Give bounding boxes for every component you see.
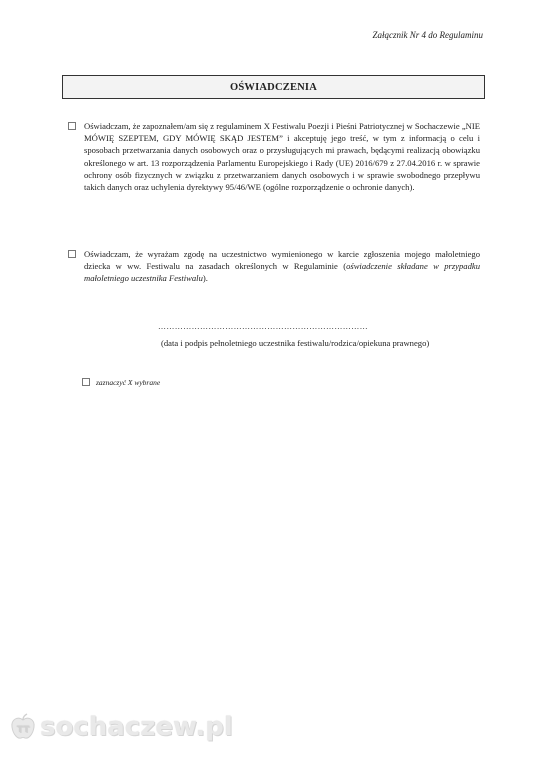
statement-1 [62, 120, 480, 193]
signature-caption: (data i podpis pełnoletniego uczestnika festiwalu/rodzica/opiekuna prawnego) [161, 338, 430, 348]
apple-logo-icon [8, 712, 38, 742]
statement-2-end: ). [202, 273, 208, 284]
signature-line: ………………………………………………………………… [158, 322, 368, 331]
document-title: OŚWIADCZENIA [62, 75, 485, 99]
statement-2 [62, 248, 480, 285]
selection-note [82, 378, 160, 387]
watermark-text: sochaczew.pl [40, 712, 233, 742]
svg-text:TT: TT [16, 725, 30, 735]
statement-2-text [84, 248, 480, 285]
statement-1-checkbox[interactable] [68, 122, 76, 130]
statement-2-italic: oświadczenie składane w przypadku małoletniego uczestnika Festiwalu [84, 261, 480, 284]
attachment-label: Załącznik Nr 4 do Regulaminu [372, 30, 483, 40]
statement-2-checkbox[interactable] [68, 250, 76, 258]
site-watermark [8, 712, 233, 742]
statement-1-text: Oświadczam, że zapoznałem/am się z regulaminem X Festiwalu Poezji i Pieśni Patriotycznej w Sochaczewie „NIE MÓWIĘ SZEPTEM, GDY MÓWIĘ SKĄD JESTEM” i akceptuję jego treść, w tym z informacją o celu i sposobach przetwarzania danych osobowych oraz o przysługujących mi prawach, będącymi realizacją obowiązku określonego w art. 13 rozporządzenia Parlamentu Europejskiego i Rady (UE) 2016/679 z 27.04.2016 r. w sprawie ochrony osób fizycznych w związku z przetwarzaniem danych osobowych i w sprawie swobodnego przepływu takich danych oraz uchylenia dyrektywy 95/46/WE (ogólne rozporządzenie o ochronie danych). [84, 121, 480, 193]
note-text: zaznaczyć X wybrane [96, 378, 161, 387]
note-checkbox-icon [82, 378, 90, 386]
statement-2-main: Oświadczam, że wyrażam zgodę na uczestnictwo wymienionego w karcie zgłoszenia mojego małoletniego dziecka w ww. Festiwalu na zasadach określonych w Regulaminie ( [84, 249, 480, 272]
